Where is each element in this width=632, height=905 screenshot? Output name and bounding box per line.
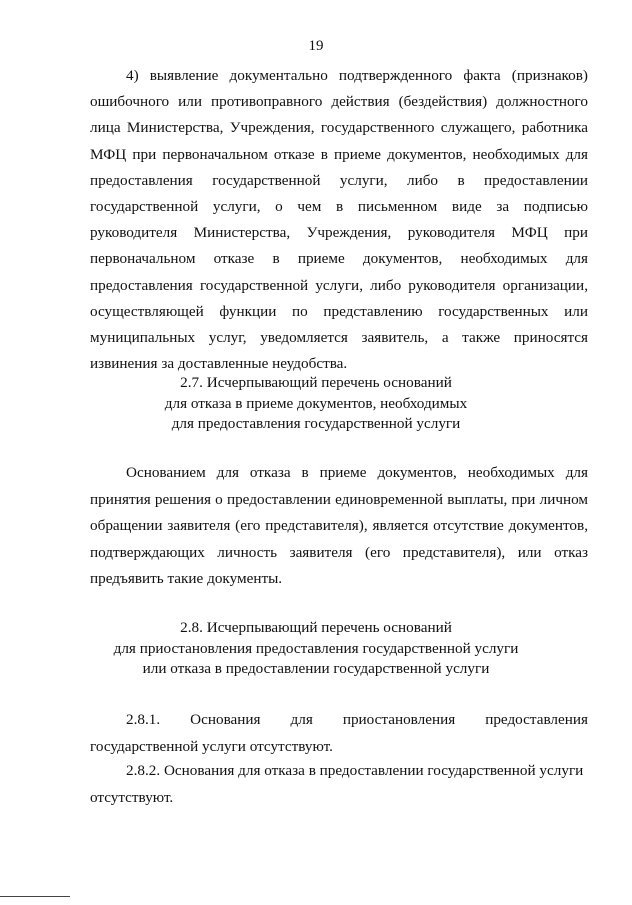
footer-rule: [0, 896, 70, 897]
paragraph-refusal-grounds: [90, 460, 588, 593]
paragraph-text: 4) выявление документально подтвержденного факта (признаков) ошибочного или противоправного действия (бездействия) должностного лица Министерства, Учреждения, государственного служащего, работника МФЦ при первоначальном отказе в приеме документов, необходимых для предоставления государственной услуги, либо в предоставлении государственной услуги, о чем в письменном виде за подписью руководителя Министерства, Учреждения, руководителя МФЦ при первоначальном отказе в приеме документов, необходимых для предоставления государственной услуги, либо руководителя организации, осуществляющей функции по представлению государственных или муниципальных услуг, уведомляется заявитель, а также приносятся извинения за доставленные неудобства.: [90, 67, 588, 373]
section-heading-2-8: [0, 618, 632, 680]
heading-line: для отказа в приеме документов, необходимых: [164, 394, 468, 412]
paragraph-item-4: [90, 63, 588, 377]
item-word: 2.8.1.: [126, 711, 161, 728]
item-word: Основания: [190, 711, 261, 728]
heading-line: 2.7. Исчерпывающий перечень оснований: [180, 374, 452, 391]
page-number: 19: [308, 38, 324, 54]
item-first-line: 2.8.2. Основания для отказа в предоставлении государственной услуги: [126, 762, 584, 779]
paragraph-text: Основанием для отказа в приеме документов, необходимых для принятия решения о предоставлении единовременной выплаты, при личном обращении заявителя (его представителя), является отсутствие документов, подтверждающих личность заявителя (его представителя), или отказ предъявить такие документы.: [90, 464, 588, 587]
item-first-line: [90, 706, 588, 733]
item-word: предоставления: [485, 711, 588, 728]
item-continuation: отсутствуют.: [90, 789, 174, 806]
heading-line: или отказа в предоставлении государственной услуги: [142, 660, 490, 677]
item-2-8-2: [90, 757, 588, 811]
item-word: для: [290, 711, 313, 728]
item-continuation: государственной услуги отсутствуют.: [90, 738, 333, 755]
heading-line: 2.8. Исчерпывающий перечень оснований: [180, 619, 452, 636]
heading-line: для предоставления государственной услуги: [171, 415, 461, 432]
heading-line: для приостановления предоставления государственной услуги: [113, 639, 519, 657]
item-2-8-1: [90, 706, 588, 760]
section-heading-2-7: [0, 373, 632, 435]
item-word: приостановления: [342, 711, 456, 728]
